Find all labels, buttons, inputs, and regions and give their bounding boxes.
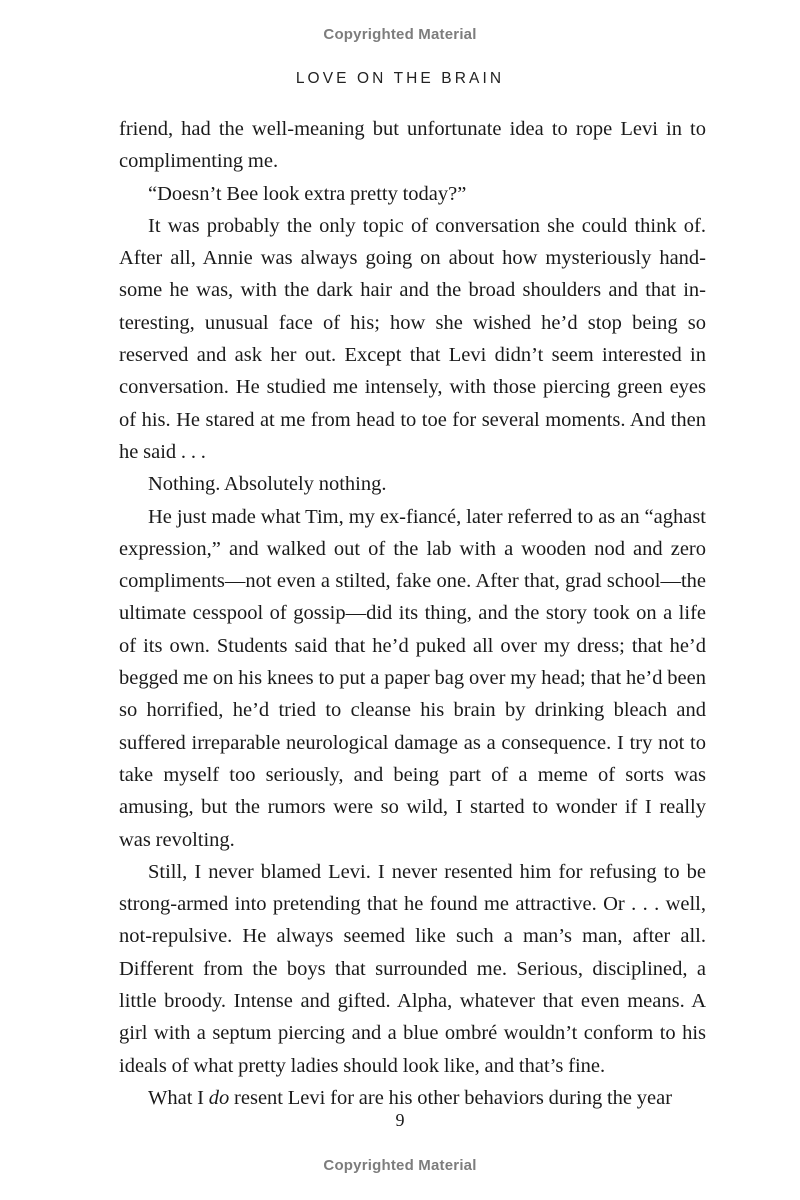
paragraph-text: What I	[148, 1086, 209, 1109]
paragraph-text: resent Levi for are his other behaviors during the year	[229, 1086, 673, 1109]
paragraph: Still, I never blamed Levi. I never resented him for refusing to be strong-armed into pretending that he found me attractive. Or . . . well, not-repulsive. He always seemed like such a man’s man, after all. Different from the boys that surrounded me. Serious, disciplined, a little broody. Intense and gifted. Alpha, whatever that even means. A girl with a septum piercing and a blue ombré wouldn’t conform to his ideals of what pretty ladies should look like, and that’s fine.	[119, 860, 706, 1077]
paragraph: Nothing. Absolutely nothing.	[148, 473, 387, 496]
page-number: 9	[395, 1110, 405, 1130]
copyright-watermark-bottom: Copyrighted Material	[323, 1157, 477, 1174]
copyright-watermark-top: Copyrighted Material	[323, 26, 477, 43]
running-head: LOVE ON THE BRAIN	[295, 70, 505, 87]
paragraph: friend, had the well-meaning but unfortunate idea to rope Levi in to complimenting me.	[119, 118, 706, 173]
body-text	[119, 113, 706, 1114]
paragraph: He just made what Tim, my ex-fiancé, later referred to as an “aghast expression,” and walked out of the lab with a wooden nod and zero compliments—not even a stilted, fake one. After that, grad school—the ultimate cesspool of gossip—did its thing, and the story took on a life of its own. Students said that he’d puked all over my dress; that he’d begged me on his knees to put a paper bag over my head; that he’d been so horrified, he’d tried to cleanse his brain by drinking bleach and suffered irreparable neurological damage as a consequence. I try not to take myself too seriously, and being part of a meme of sorts was amusing, but the rumors were so wild, I started to wonder if I really was revolting.	[119, 505, 706, 851]
paragraph: “Doesn’t Bee look extra pretty today?”	[148, 182, 467, 205]
emphasized-word: do	[208, 1086, 230, 1109]
paragraph: It was probably the only topic of conversation she could think of. After all, Annie was always going on about how mysteriously handsome he was, with the dark hair and the broad shoulders and that interesting, unusual face of his; how she wished he’d stop being so reserved and ask her out. Except that Levi didn’t seem interested in conversation. He studied me intensely, with those piercing green eyes of his. He stared at me from head to toe for several moments. And then he said . . .	[119, 214, 706, 463]
